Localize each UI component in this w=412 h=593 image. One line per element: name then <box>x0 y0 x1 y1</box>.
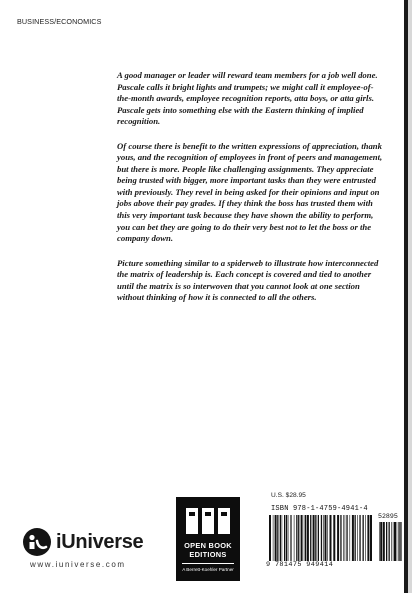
imprint-divider <box>182 563 234 564</box>
blurb <box>117 70 387 317</box>
price-label: U.S. $28.95 <box>271 492 306 499</box>
imprint-partner: A Berrett-Koehler Partner <box>182 567 234 572</box>
category-label: BUSINESS/ECONOMICS <box>17 17 102 26</box>
imprint-title-line2: EDITIONS <box>189 550 227 559</box>
blurb-paragraph-1: A good manager or leader will reward team members for a job well done. Pascale calls it bright lights and trumpets; we might call it employee-of-the-month awards, employee recognition reports, atta boys, or atta girls. Pascale gets into something else with the Eastern thinking of implied recognition. <box>117 70 378 127</box>
barcode-digits: 9 781475 949414 <box>266 561 334 569</box>
price-supplement-barcode <box>378 522 404 561</box>
isbn-barcode <box>268 515 374 561</box>
blurb-paragraph-2: Of course there is benefit to the written expressions of appreciation, thank yous, and the recognition of employees in front of peers and management, but there is more. People like challenging assignments. They appreciate being trusted with bigger, more important tasks than they were entrusted with previously. They revel in being asked for their opinions and input on jobs above their pay grades. If they think the boss has trusted them with this very important task because they have shown the ability to perform, you can bet they are going to do their very best not to let the boss or the company down. <box>117 140 383 244</box>
price-supplement-number: 52895 <box>378 513 398 520</box>
isbn-label: ISBN 978-1-4759-4941-4 <box>271 505 368 513</box>
iuniverse-logo-icon <box>22 527 52 557</box>
spine-edge <box>404 0 408 593</box>
publisher-url: www.iuniverse.com <box>30 560 126 569</box>
blurb-paragraph-3: Picture something similar to a spiderweb to illustrate how interconnected the matrix of leadership is. Each concept is covered and tied to another until the matrix is so interwoven that you cannot look at one section without thinking of how it is connected to all the others. <box>117 257 379 303</box>
publisher-name: iUniverse <box>56 530 144 553</box>
imprint-logo <box>176 497 240 581</box>
imprint-title-line1: OPEN BOOK <box>184 541 232 550</box>
books-icon <box>184 506 232 536</box>
publisher-logo <box>22 527 143 557</box>
